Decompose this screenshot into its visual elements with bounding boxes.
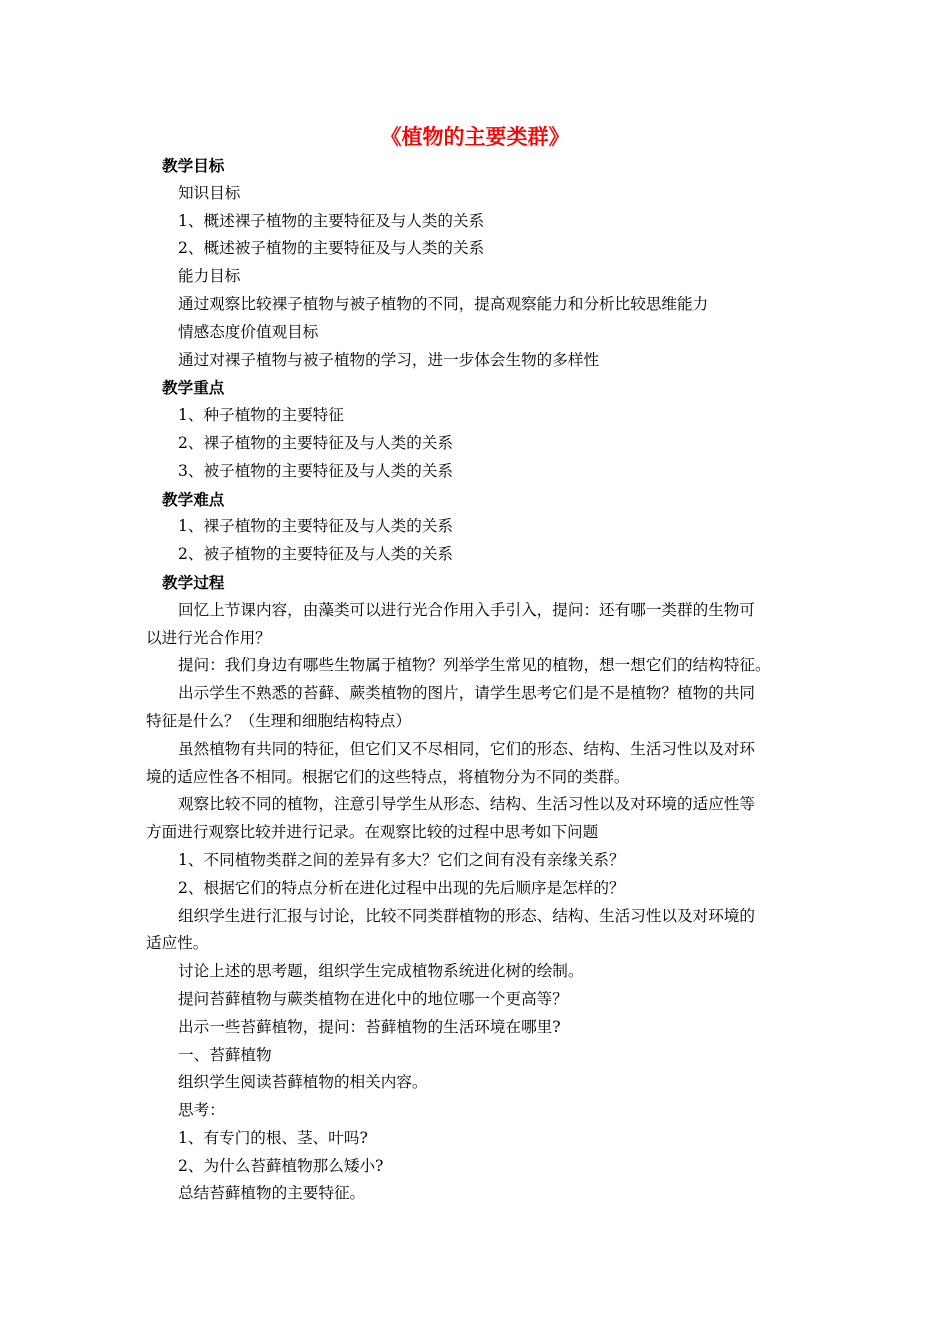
section-heading: 教学过程 (162, 572, 225, 592)
body-line: 虽然植物有共同的特征，但它们又不尽相同，它们的形态、结构、生活习性以及对环 (178, 739, 755, 758)
section-heading: 教学难点 (162, 489, 225, 509)
body-line: 思考： (178, 1101, 225, 1120)
body-line: 3、被子植物的主要特征及与人类的关系 (178, 461, 454, 480)
document-body (146, 152, 812, 1208)
body-line: 1、概述裸子植物的主要特征及与人类的关系 (178, 211, 485, 230)
body-line: 组织学生进行汇报与讨论，比较不同类群植物的形态、结构、生活习性以及对环境的 (178, 906, 755, 925)
body-line: 特征是什么？（生理和细胞结构特点） (146, 711, 412, 730)
body-line: 2、被子植物的主要特征及与人类的关系 (178, 545, 454, 564)
body-line: 2、概述被子植物的主要特征及与人类的关系 (178, 239, 485, 258)
body-line: 2、为什么苔藓植物那么矮小? (178, 1156, 384, 1175)
body-line: 通过对裸子植物与被子植物的学习，进一步体会生物的多样性 (178, 350, 600, 369)
body-line: 总结苔藓植物的主要特征。 (178, 1184, 366, 1203)
body-line: 1、不同植物类群之间的差异有多大？它们之间有没有亲缘关系？ (178, 850, 625, 869)
body-line: 组织学生阅读苔藓植物的相关内容。 (178, 1073, 428, 1092)
body-line: 2、根据它们的特点分析在进化过程中出现的先后顺序是怎样的？ (178, 878, 625, 897)
body-line: 回忆上节课内容，由藻类可以进行光合作用入手引入，提问：还有哪一类群的生物可 (178, 600, 755, 619)
body-line: 情感态度价值观目标 (178, 322, 319, 341)
body-line: 讨论上述的思考题，组织学生完成植物系统进化树的绘制。 (178, 962, 584, 981)
body-line: 知识目标 (178, 183, 241, 202)
body-line: 出示学生不熟悉的苔藓、蕨类植物的图片，请学生思考它们是不是植物？植物的共同 (178, 684, 755, 703)
body-line: 1、有专门的根、茎、叶吗? (178, 1128, 368, 1147)
document-title: 《植物的主要类群》 (380, 124, 570, 149)
body-line: 适应性。 (146, 934, 209, 953)
body-line: 1、种子植物的主要特征 (178, 406, 344, 425)
body-line: 观察比较不同的植物，注意引导学生从形态、结构、生活习性以及对环境的适应性等 (178, 795, 755, 814)
section-heading: 教学目标 (162, 156, 225, 175)
body-line: 2、裸子植物的主要特征及与人类的关系 (178, 433, 454, 452)
body-line: 能力目标 (178, 267, 241, 286)
body-line: 出示一些苔藓植物，提问：苔藓植物的生活环境在哪里? (178, 1017, 561, 1036)
body-line: 方面进行观察比较并进行记录。在观察比较的过程中思考如下问题 (146, 823, 599, 842)
body-line: 一、苔藓植物 (178, 1045, 272, 1064)
body-line: 境的适应性各不相同。根据它们的这些特点，将植物分为不同的类群。 (146, 767, 630, 786)
body-line: 通过观察比较裸子植物与被子植物的不同，提高观察能力和分析比较思维能力 (178, 294, 709, 313)
body-line: 以进行光合作用？ (146, 628, 271, 647)
body-line: 提问苔藓植物与蕨类植物在进化中的地位哪一个更高等？ (178, 989, 568, 1008)
body-line: 1、裸子植物的主要特征及与人类的关系 (178, 517, 454, 536)
body-line: 提问：我们身边有哪些生物属于植物？列举学生常见的植物，想一想它们的结构特征。 (178, 656, 771, 675)
section-heading: 教学重点 (162, 378, 225, 398)
